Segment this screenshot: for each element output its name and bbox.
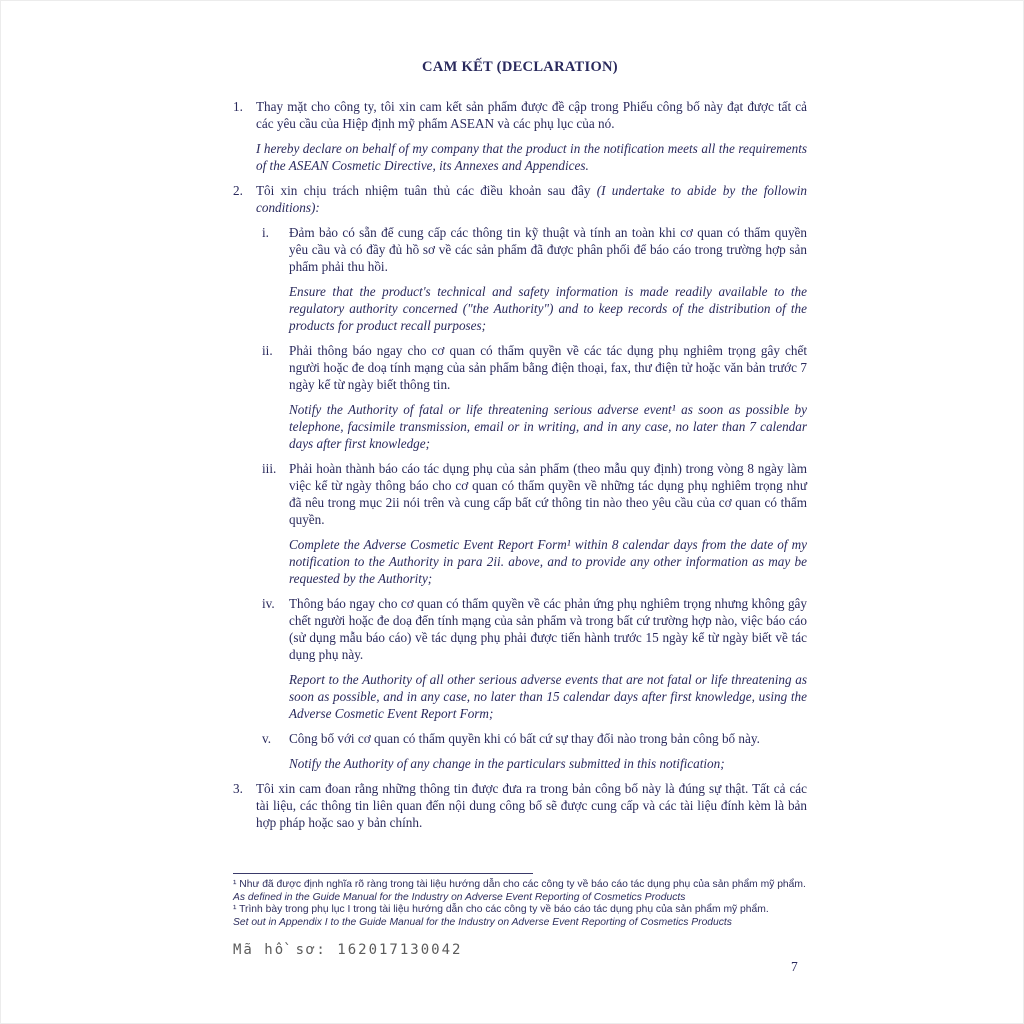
item-1-english-text: I hereby declare on behalf of my company that the product in the notification meets all the requirements of the ASEAN Cosmetic Directive, its Annexes and Appendices. [256,141,807,173]
subitem-iv-vietnamese-text: Thông báo ngay cho cơ quan có thẩm quyền về các phản ứng phụ nghiêm trọng nhưng không gây chết người hoặc đe doạ đến tính mạng của sản phẩm và trong bất cứ trường hợp nào, việc báo cáo (sử dụng mẫu báo cáo) về tác dụng phụ phải được tiến hành trước 15 ngày kể từ ngày biết về tác dụng phụ này. [289,596,807,662]
subitem-iv-english-text: Report to the Authority of all other serious adverse events that are not fatal or life threatening as soon as possible, and in any case, no later than 15 calendar days after first knowledge, using the Adverse Cosmetic Event Report Form; [289,672,807,721]
item-2-number: 2. [233,183,243,198]
declaration-item-1 [233,98,807,174]
subitem-v [256,730,807,772]
item-3-number: 3. [233,781,243,796]
footnote-1-english: As defined in the Guide Manual for the Industry on Adverse Event Reporting of Cosmetics Products [233,891,686,903]
subitem-i [256,224,807,334]
page-title: CAM KẾT (DECLARATION) [422,59,618,75]
subitem-ii-number: ii. [262,343,273,358]
subitem-iii [256,460,807,587]
footnotes-section [233,873,807,929]
item-2-intro-english: (I undertake to abide by the followin conditions): [256,183,807,215]
file-code: Mã hồ sơ: 162017130042 [233,942,463,958]
subitem-iii-number: iii. [262,461,277,476]
subitem-i-vietnamese-text: Đảm bảo có sẵn để cung cấp các thông tin kỹ thuật và tính an toàn khi cơ quan có thẩm quyền yêu cầu và có đầy đủ hồ sơ về các sản phẩm đã được phân phối để báo cáo trong trường hợp sản phẩm phải thu hồi. [289,225,807,274]
subitem-i-number: i. [262,225,269,240]
subitem-ii-english-text: Notify the Authority of fatal or life threatening serious adverse event¹ as soon as possible by telephone, facsimile transmission, email or in writing, and in any case, no later than 7 calendar days after first knowledge; [289,402,807,451]
subitem-ii-vietnamese-text: Phải thông báo ngay cho cơ quan có thẩm quyền về các tác dụng phụ nghiêm trọng gây chết người hoặc đe doạ tính mạng của sản phẩm bằng điện thoại, fax, thư điện tử hoặc văn bản trước 7 ngày kể từ ngày biết thông tin. [289,343,807,392]
subitem-v-number: v. [262,731,272,746]
subitem-iii-vietnamese-text: Phải hoàn thành báo cáo tác dụng phụ của sản phẩm (theo mẫu quy định) trong vòng 8 ngày làm việc kể từ ngày thông báo cho cơ quan có thẩm quyền về những tác dụng phụ nghiêm trọng như đã nêu trong mục 2ii nói trên và cung cấp bất cứ thông tin nào theo yêu cầu của cơ quan có thẩm quyền. [289,461,807,527]
subitem-i-english-text: Ensure that the product's technical and safety information is made readily available to the regulatory authority concerned ("the Authority") and to keep records of the distribution of the products for product recall purposes; [289,284,807,333]
item-1-vietnamese-text: Thay mặt cho công ty, tôi xin cam kết sản phẩm được đề cập trong Phiếu công bố này đạt được tất cả các yêu cầu của Hiệp định mỹ phẩm ASEAN và các phụ lục của nó. [256,99,807,131]
item-2-intro-vietnamese: Tôi xin chịu trách nhiệm tuân thủ các điều khoản sau đây [256,183,597,198]
subitem-ii [256,342,807,452]
item-1-number: 1. [233,99,243,114]
declaration-item-2 [233,182,807,772]
footnote-1-vietnamese: ¹ Như đã được định nghĩa rõ ràng trong tài liệu hướng dẫn cho các công ty về báo cáo tác dụng phụ của sản phẩm mỹ phẩm. [233,879,806,890]
subitem-v-vietnamese-text: Công bố với cơ quan có thẩm quyền khi có bất cứ sự thay đổi nào trong bản công bố này. [289,731,760,746]
subitem-iv [256,595,807,722]
declaration-item-3 [233,780,807,831]
document-body [233,59,807,839]
footnote-separator [233,873,533,874]
subitem-v-english-text: Notify the Authority of any change in the particulars submitted in this notification; [289,756,725,771]
footnote-2-vietnamese: ¹ Trình bày trong phụ lục I trong tài liệu hướng dẫn cho các công ty về báo cáo tác dụng phụ của sản phẩm mỹ phẩm. [233,904,769,915]
item-3-vietnamese-text: Tôi xin cam đoan rằng những thông tin được đưa ra trong bản công bố này là đúng sự thật. Tất cả các tài liệu, các thông tin liên quan đến nội dung công bố sẽ được cung cấp và các tài liệu đính kèm là bản hợp pháp hoặc sao y bản chính. [256,781,807,830]
subitem-iv-number: iv. [262,596,275,611]
page-number: 7 [791,959,798,974]
footnote-2-english: Set out in Appendix I to the Guide Manual for the Industry on Adverse Event Reporting of Cosmetics Products [233,916,732,928]
item-2-intro [256,182,807,216]
subitem-iii-english-text: Complete the Adverse Cosmetic Event Report Form¹ within 8 calendar days from the date of my notification to the Authority in para 2ii. above, and to provide any other information as may be requested by the Authority; [289,537,807,586]
